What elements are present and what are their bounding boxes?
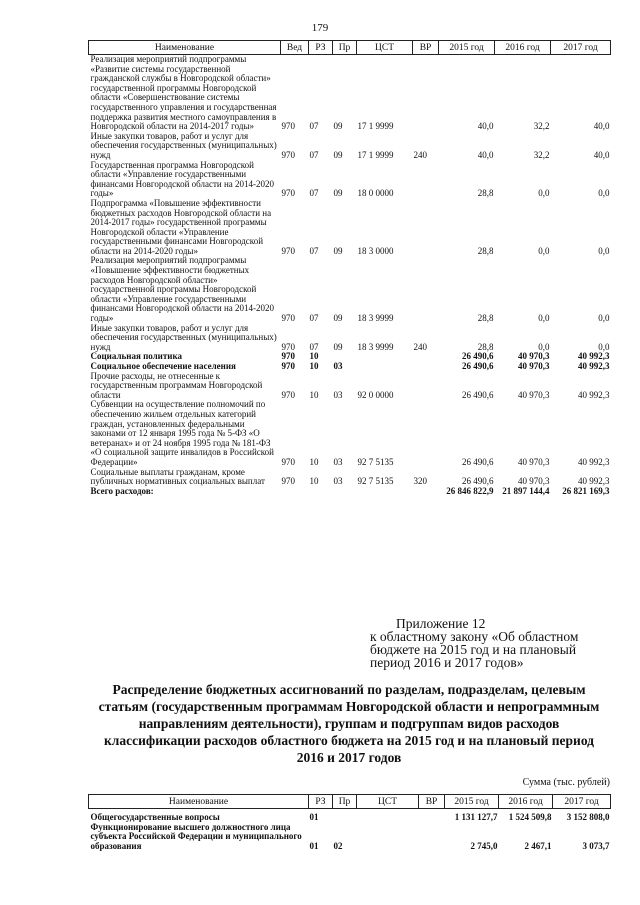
row-value-2016: 1 524 509,8 <box>508 812 552 822</box>
row-value-2017: 0,0 <box>598 313 610 324</box>
row-vr <box>413 55 439 132</box>
table-row <box>89 400 611 467</box>
col-header: ЦСТ <box>357 41 413 55</box>
col-header: Пр <box>333 41 357 55</box>
row-ved: 970 <box>281 341 295 352</box>
row-cst: 18 3 0000 <box>357 245 394 256</box>
col-header: ВР <box>419 795 445 809</box>
row-pr: 03 <box>333 456 343 467</box>
page-number: 179 <box>311 22 329 34</box>
row-name: Иные закупки товаров, работ и услуг для обеспечения государственных (муниципальных) нужд <box>90 322 277 352</box>
row-ved: 970 <box>281 456 295 467</box>
row-vr <box>413 199 439 257</box>
row-rz: 07 <box>309 313 319 324</box>
row-value-2017: 40 992,3 <box>578 476 610 487</box>
row-value-2015: 28,8 <box>477 188 494 199</box>
row-value-2016: 32,2 <box>533 149 550 160</box>
row-vr <box>413 352 439 362</box>
col-header: 2017 год <box>553 795 611 809</box>
allocation-table <box>88 794 611 851</box>
row-value-2016: 0,0 <box>538 313 550 324</box>
col-header: 2015 год <box>439 41 495 55</box>
col-header: ЦСТ <box>357 795 419 809</box>
row-name: Субвенции на осуществление полномочий по обеспечению жильем отдельных категорий граждан, установленных федеральными законами от 12 января 1995 года № 5-ФЗ «О ветеранах» и от 24 ноября 1995 года № 181-ФЗ «О социальной защите инвалидов в Российской Федерации» <box>90 399 274 467</box>
row-value-2017: 40,0 <box>593 149 610 160</box>
row-value-2015: 26 490,6 <box>462 456 494 467</box>
col-header: 2016 год <box>495 41 551 55</box>
row-name: Государственная программа Новгородской области «Управление государственными финансами Новгородской области на 2014-2020 годы» <box>90 159 275 199</box>
appendix-line: период 2016 и 2017 годов» <box>370 655 524 670</box>
row-value-2016: 0,0 <box>538 188 550 199</box>
row-pr: 09 <box>333 341 343 352</box>
row-vr: 240 <box>413 341 427 352</box>
row-cst <box>357 809 419 823</box>
row-cst: 18 3 9999 <box>357 341 394 352</box>
row-name: Подпрограмма «Повышение эффективности бюджетных расходов Новгородской области на 2014-2017 годы» государственной программы Новгородской области «Управление государственными финансами Новгородской области на 2014-2020 годы» <box>90 197 272 256</box>
row-cst: 18 3 9999 <box>357 313 394 324</box>
row-value-2017: 40,0 <box>593 121 610 132</box>
row-cst: 92 7 5135 <box>357 476 394 487</box>
row-pr: 02 <box>333 840 343 851</box>
row-value-2016: 0,0 <box>538 245 550 256</box>
row-name: Социальное обеспечение населения <box>90 361 236 371</box>
row-pr <box>333 809 357 823</box>
row-cst <box>357 362 413 372</box>
total-value-2017: 26 821 169,3 <box>562 485 610 496</box>
row-rz: 07 <box>309 341 319 352</box>
col-header: 2016 год <box>499 795 553 809</box>
expenditure-table <box>88 40 611 496</box>
row-cst <box>357 823 419 852</box>
col-header: РЗ <box>309 795 333 809</box>
row-ved: 970 <box>281 361 295 371</box>
row-rz: 10 <box>309 351 319 362</box>
section-heading: Распределение бюджетных ассигнований по разделам, подразделам, целевым статьям (государственным программам Новгородской области и непрограммным направлениям деятельности), группам и подгруппам видов расходов классификации расходов областного бюджета на 2015 год и на плановый период 2016 и 2017 годов <box>98 682 600 765</box>
col-header: 2017 год <box>551 41 611 55</box>
col-header: Наименование <box>89 41 281 55</box>
row-name: Прочие расходы, не отнесенные к государственным программам Новгородской области <box>90 370 263 400</box>
row-value-2016: 40 970,3 <box>518 389 550 400</box>
table-row <box>89 161 611 199</box>
row-value-2016: 32,2 <box>533 121 550 132</box>
row-value-2015: 28,8 <box>477 341 494 352</box>
table-row <box>89 256 611 323</box>
appendix-line: Приложение 12 <box>396 616 486 631</box>
row-rz: 10 <box>309 476 319 487</box>
table-row <box>89 372 611 401</box>
row-pr: 09 <box>333 188 343 199</box>
row-rz: 01 <box>309 840 319 851</box>
table-row <box>89 324 611 353</box>
row-value-2017: 3 073,7 <box>582 840 610 851</box>
row-value-2015: 40,0 <box>477 149 494 160</box>
row-pr: 09 <box>333 149 343 160</box>
row-value-2017: 0,0 <box>598 188 610 199</box>
table-header-row <box>89 795 611 809</box>
appendix-line: к областному закону «Об областном <box>370 629 579 644</box>
row-name: Иные закупки товаров, работ и услуг для обеспечения государственных (муниципальных) нужд <box>90 130 277 160</box>
row-value-2015: 1 131 127,7 <box>454 812 498 822</box>
row-value-2015: 26 490,6 <box>462 361 494 371</box>
row-vr <box>413 362 439 372</box>
row-rz: 10 <box>309 361 319 371</box>
col-header: Пр <box>333 795 357 809</box>
row-rz: 10 <box>309 389 319 400</box>
row-ved: 970 <box>281 121 295 132</box>
table-row <box>89 823 611 852</box>
row-ved: 970 <box>281 476 295 487</box>
row-rz: 07 <box>309 245 319 256</box>
row-cst: 17 1 9999 <box>357 149 394 160</box>
col-header: Вед <box>281 41 309 55</box>
row-vr <box>419 823 445 852</box>
row-ved: 970 <box>281 149 295 160</box>
row-value-2016: 40 970,3 <box>518 456 550 467</box>
appendix-note <box>370 617 610 669</box>
row-value-2015: 2 745,0 <box>470 840 498 851</box>
row-pr: 03 <box>333 476 343 487</box>
row-value-2015: 26 490,6 <box>462 389 494 400</box>
row-name: Реализация мероприятий подпрограммы «Повышение эффективности бюджетных расходов Новгородской области» государственной программы Новгородской области «Управление государственными финансами Новгородской области на 2014-2020 годы» <box>90 255 275 324</box>
unit-note: Сумма (тыс. рублей) <box>522 777 610 788</box>
row-cst: 18 0 0000 <box>357 188 394 199</box>
row-pr: 09 <box>333 121 343 132</box>
row-value-2017: 0,0 <box>598 245 610 256</box>
row-value-2017: 3 152 808,0 <box>566 812 610 822</box>
row-rz: 07 <box>309 121 319 132</box>
row-vr: 320 <box>413 476 427 487</box>
total-value-2015: 26 846 822,9 <box>446 485 494 496</box>
total-value-2016: 21 897 144,4 <box>502 485 550 496</box>
row-value-2017: 40 992,3 <box>578 389 610 400</box>
row-rz: 07 <box>309 188 319 199</box>
row-value-2015: 28,8 <box>477 313 494 324</box>
row-name: Социальная политика <box>90 351 183 362</box>
row-name: Реализация мероприятий подпрограммы «Развитие системы государственной гражданской службы в Новгородской области» государственной программы Новгородской области «Совершенствование системы государственного управления и государственная поддержка развития местного самоуправления в Новгородской области на 2014-2017 годы» <box>90 54 277 132</box>
row-ved: 970 <box>281 389 295 400</box>
row-vr <box>413 161 439 199</box>
row-ved: 970 <box>281 245 295 256</box>
row-value-2016: 40 970,3 <box>518 351 550 362</box>
row-pr: 03 <box>333 389 343 400</box>
table-row <box>89 468 611 487</box>
row-vr <box>413 256 439 323</box>
row-pr: 03 <box>333 361 343 371</box>
row-vr <box>413 372 439 401</box>
row-value-2017: 40 992,3 <box>578 456 610 467</box>
row-pr: 09 <box>333 313 343 324</box>
total-row <box>89 487 611 497</box>
row-value-2015: 26 490,6 <box>462 351 494 362</box>
row-name: Функционирование высшего должностного лица субъекта Российской Федерации и муниципального образования <box>90 821 302 851</box>
total-label: Всего расходов: <box>90 485 154 496</box>
row-value-2015: 40,0 <box>477 121 494 132</box>
row-value-2017: 40 992,3 <box>578 361 610 371</box>
table-header-row <box>89 41 611 55</box>
row-ved: 970 <box>281 351 295 362</box>
row-value-2016: 40 970,3 <box>518 476 550 487</box>
row-vr <box>419 809 445 823</box>
row-value-2015: 26 490,6 <box>462 476 494 487</box>
row-rz: 07 <box>309 149 319 160</box>
row-cst: 92 7 5135 <box>357 456 394 467</box>
row-rz: 01 <box>309 812 319 822</box>
row-cst <box>357 352 413 362</box>
row-value-2016: 2 467,1 <box>524 840 552 851</box>
row-ved: 970 <box>281 313 295 324</box>
row-cst: 17 1 9999 <box>357 121 394 132</box>
row-name: Общегосударственные вопросы <box>90 812 220 822</box>
table-row <box>89 55 611 132</box>
row-rz: 10 <box>309 456 319 467</box>
row-value-2017: 0,0 <box>598 341 610 352</box>
row-vr <box>413 400 439 467</box>
row-value-2016: 40 970,3 <box>518 361 550 371</box>
appendix-line: бюджете на 2015 год и на плановый <box>370 642 577 657</box>
table-row <box>89 132 611 161</box>
row-value-2015: 28,8 <box>477 245 494 256</box>
col-header: Наименование <box>89 795 309 809</box>
row-vr: 240 <box>413 149 427 160</box>
col-header: ВР <box>413 41 439 55</box>
table-row <box>89 199 611 257</box>
row-pr: 09 <box>333 245 343 256</box>
table-row <box>89 809 611 823</box>
row-ved: 970 <box>281 188 295 199</box>
col-header: 2015 год <box>445 795 499 809</box>
row-value-2017: 40 992,3 <box>578 351 610 362</box>
col-header: РЗ <box>309 41 333 55</box>
row-name: Социальные выплаты гражданам, кроме публичных нормативных социальных выплат <box>90 466 265 487</box>
row-cst: 92 0 0000 <box>357 389 394 400</box>
row-value-2016: 0,0 <box>538 341 550 352</box>
